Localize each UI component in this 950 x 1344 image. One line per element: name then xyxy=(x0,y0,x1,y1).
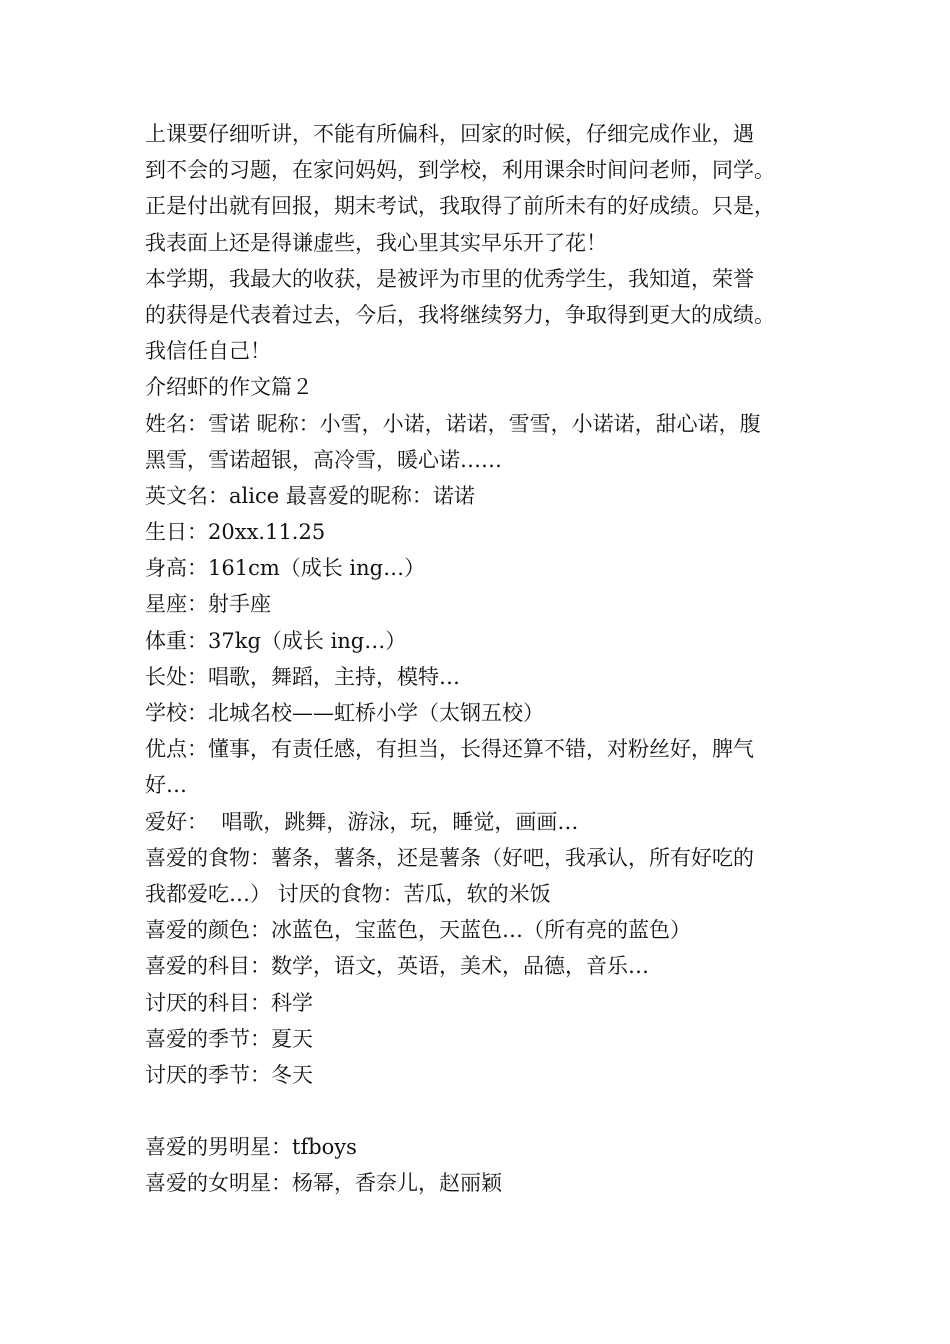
text-line: 的获得是代表着过去，今后，我将继续努力，争取得到更大的成绩。 xyxy=(145,302,775,327)
blank-line xyxy=(145,1093,835,1129)
text-line: 本学期，我最大的收获，是被评为市里的优秀学生，我知道，荣誉 xyxy=(145,266,754,291)
text-line: 讨厌的季节：冬天 xyxy=(145,1062,313,1087)
text-line: 喜爱的颜色：冰蓝色，宝蓝色，天蓝色…（所有亮的蓝色） xyxy=(145,918,691,943)
text-line: 优点：懂事，有责任感，有担当，长得还算不错，对粉丝好，脾气 xyxy=(145,737,754,762)
text-line: 爱好： 唱歌，跳舞，游泳，玩，睡觉，画画… xyxy=(145,809,579,834)
text-line: 我信任自己！ xyxy=(145,339,271,364)
text-line: 生日：20xx.11.25 xyxy=(145,520,326,545)
text-line: 姓名：雪诺 昵称：小雪，小诺，诺诺，雪雪，小诺诺，甜心诺，腹 xyxy=(145,411,761,436)
text-line: 喜爱的季节：夏天 xyxy=(145,1026,313,1051)
text-line: 喜爱的科目：数学，语文，英语，美术，品德，音乐… xyxy=(145,954,649,979)
text-line: 体重：37kg（成长 ing…） xyxy=(145,628,407,653)
document-body xyxy=(145,116,835,1202)
text-line: 黑雪，雪诺超银，高冷雪，暖心诺…… xyxy=(145,447,502,472)
text-line: 讨厌的科目：科学 xyxy=(145,990,313,1015)
text-line: 我都爱吃…） 讨厌的食物：苦瓜，软的米饭 xyxy=(145,881,551,906)
text-line: 长处：唱歌，舞蹈，主持，模特… xyxy=(145,664,460,689)
text-line: 学校：北城名校——虹桥小学（太钢五校） xyxy=(145,701,544,725)
text-line: 喜爱的女明星：杨幂，香奈儿，赵丽颖 xyxy=(145,1171,502,1196)
text-line: 星座：射手座 xyxy=(145,592,271,617)
text-line: 身高：161cm（成长 ing…） xyxy=(145,556,426,581)
text-line: 好… xyxy=(145,773,187,798)
text-line: 上课要仔细听讲，不能有所偏科，回家的时候，仔细完成作业，遇 xyxy=(145,122,754,146)
text-line: 喜爱的食物：薯条，薯条，还是薯条（好吧，我承认，所有好吃的 xyxy=(145,845,754,870)
section-heading: 介绍虾的作文篇２ xyxy=(145,375,313,400)
text-line: 到不会的习题，在家问妈妈，到学校，利用课余时间问老师，同学。 xyxy=(145,158,775,183)
text-line: 英文名：alice 最喜爱的昵称：诺诺 xyxy=(145,483,475,508)
text-line: 我表面上还是得谦虚些，我心里其实早乐开了花！ xyxy=(145,230,607,255)
text-line: 喜爱的男明星：tfboys xyxy=(145,1135,357,1160)
text-line: 正是付出就有回报，期末考试，我取得了前所未有的好成绩。只是， xyxy=(145,194,775,219)
